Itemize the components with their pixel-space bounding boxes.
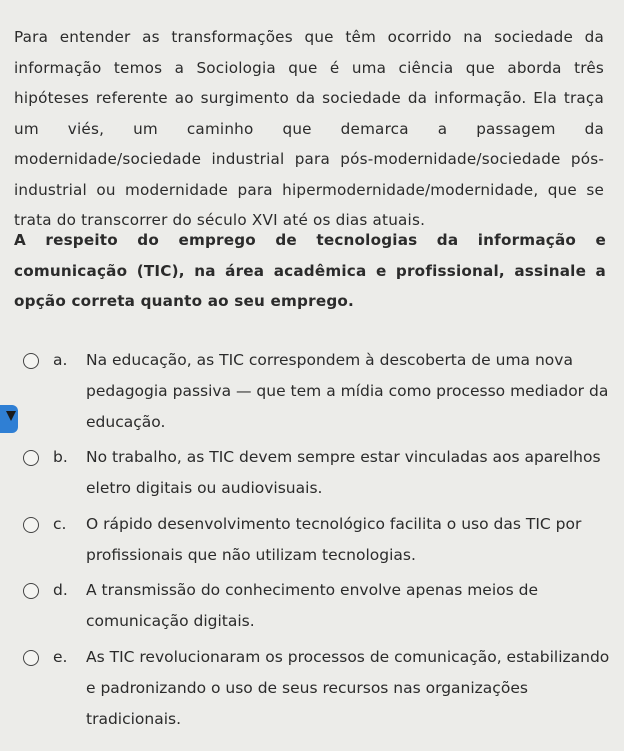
radio-button-e[interactable] (23, 650, 39, 666)
option-letter-e: e. (53, 648, 68, 666)
question-text: A respeito do emprego de tecnologias da informação e comunicação (TIC), na área acadêmica e profissional, assinale a opção correta quanto ao seu emprego. (14, 231, 606, 310)
radio-button-b[interactable] (23, 450, 39, 466)
option-letter-c: c. (53, 515, 67, 533)
option-text-b: No trabalho, as TIC devem sempre estar vinculadas aos aparelhos eletro digitais ou audiovisuais. (86, 448, 601, 497)
option-letter-b: b. (53, 448, 68, 466)
side-tab-marker[interactable] (0, 405, 18, 433)
cursor-icon (6, 411, 16, 421)
option-text-e: As TIC revolucionaram os processos de comunicação, estabilizando e padronizando o uso de seus recursos nas organizações tradicionais. (86, 648, 610, 728)
option-letter-a: a. (53, 351, 68, 369)
passage-text: Para entender as transformações que têm ocorrido na sociedade da informação temos a Sociologia que é uma ciência que aborda três hipóteses referente ao surgimento da sociedade da informação. Ela traça um viés, um caminho que demarca a passagem da modernidade/sociedade industrial para pós-modernidade/sociedade pós-industrial ou modernidade para hipermodernidade/modernidade, que se trata do transcorrer do século XVI até os dias atuais. (14, 28, 604, 229)
radio-button-a[interactable] (23, 353, 39, 369)
radio-button-c[interactable] (23, 517, 39, 533)
radio-button-d[interactable] (23, 583, 39, 599)
option-letter-d: d. (53, 581, 68, 599)
option-text-a: Na educação, as TIC correspondem à descoberta de uma nova pedagogia passiva — que tem a mídia como processo mediador da educação. (86, 351, 609, 431)
option-text-c: O rápido desenvolvimento tecnológico facilita o uso das TIC por profissionais que não utilizam tecnologias. (86, 515, 582, 564)
option-text-d: A transmissão do conhecimento envolve apenas meios de comunicação digitais. (86, 581, 539, 630)
